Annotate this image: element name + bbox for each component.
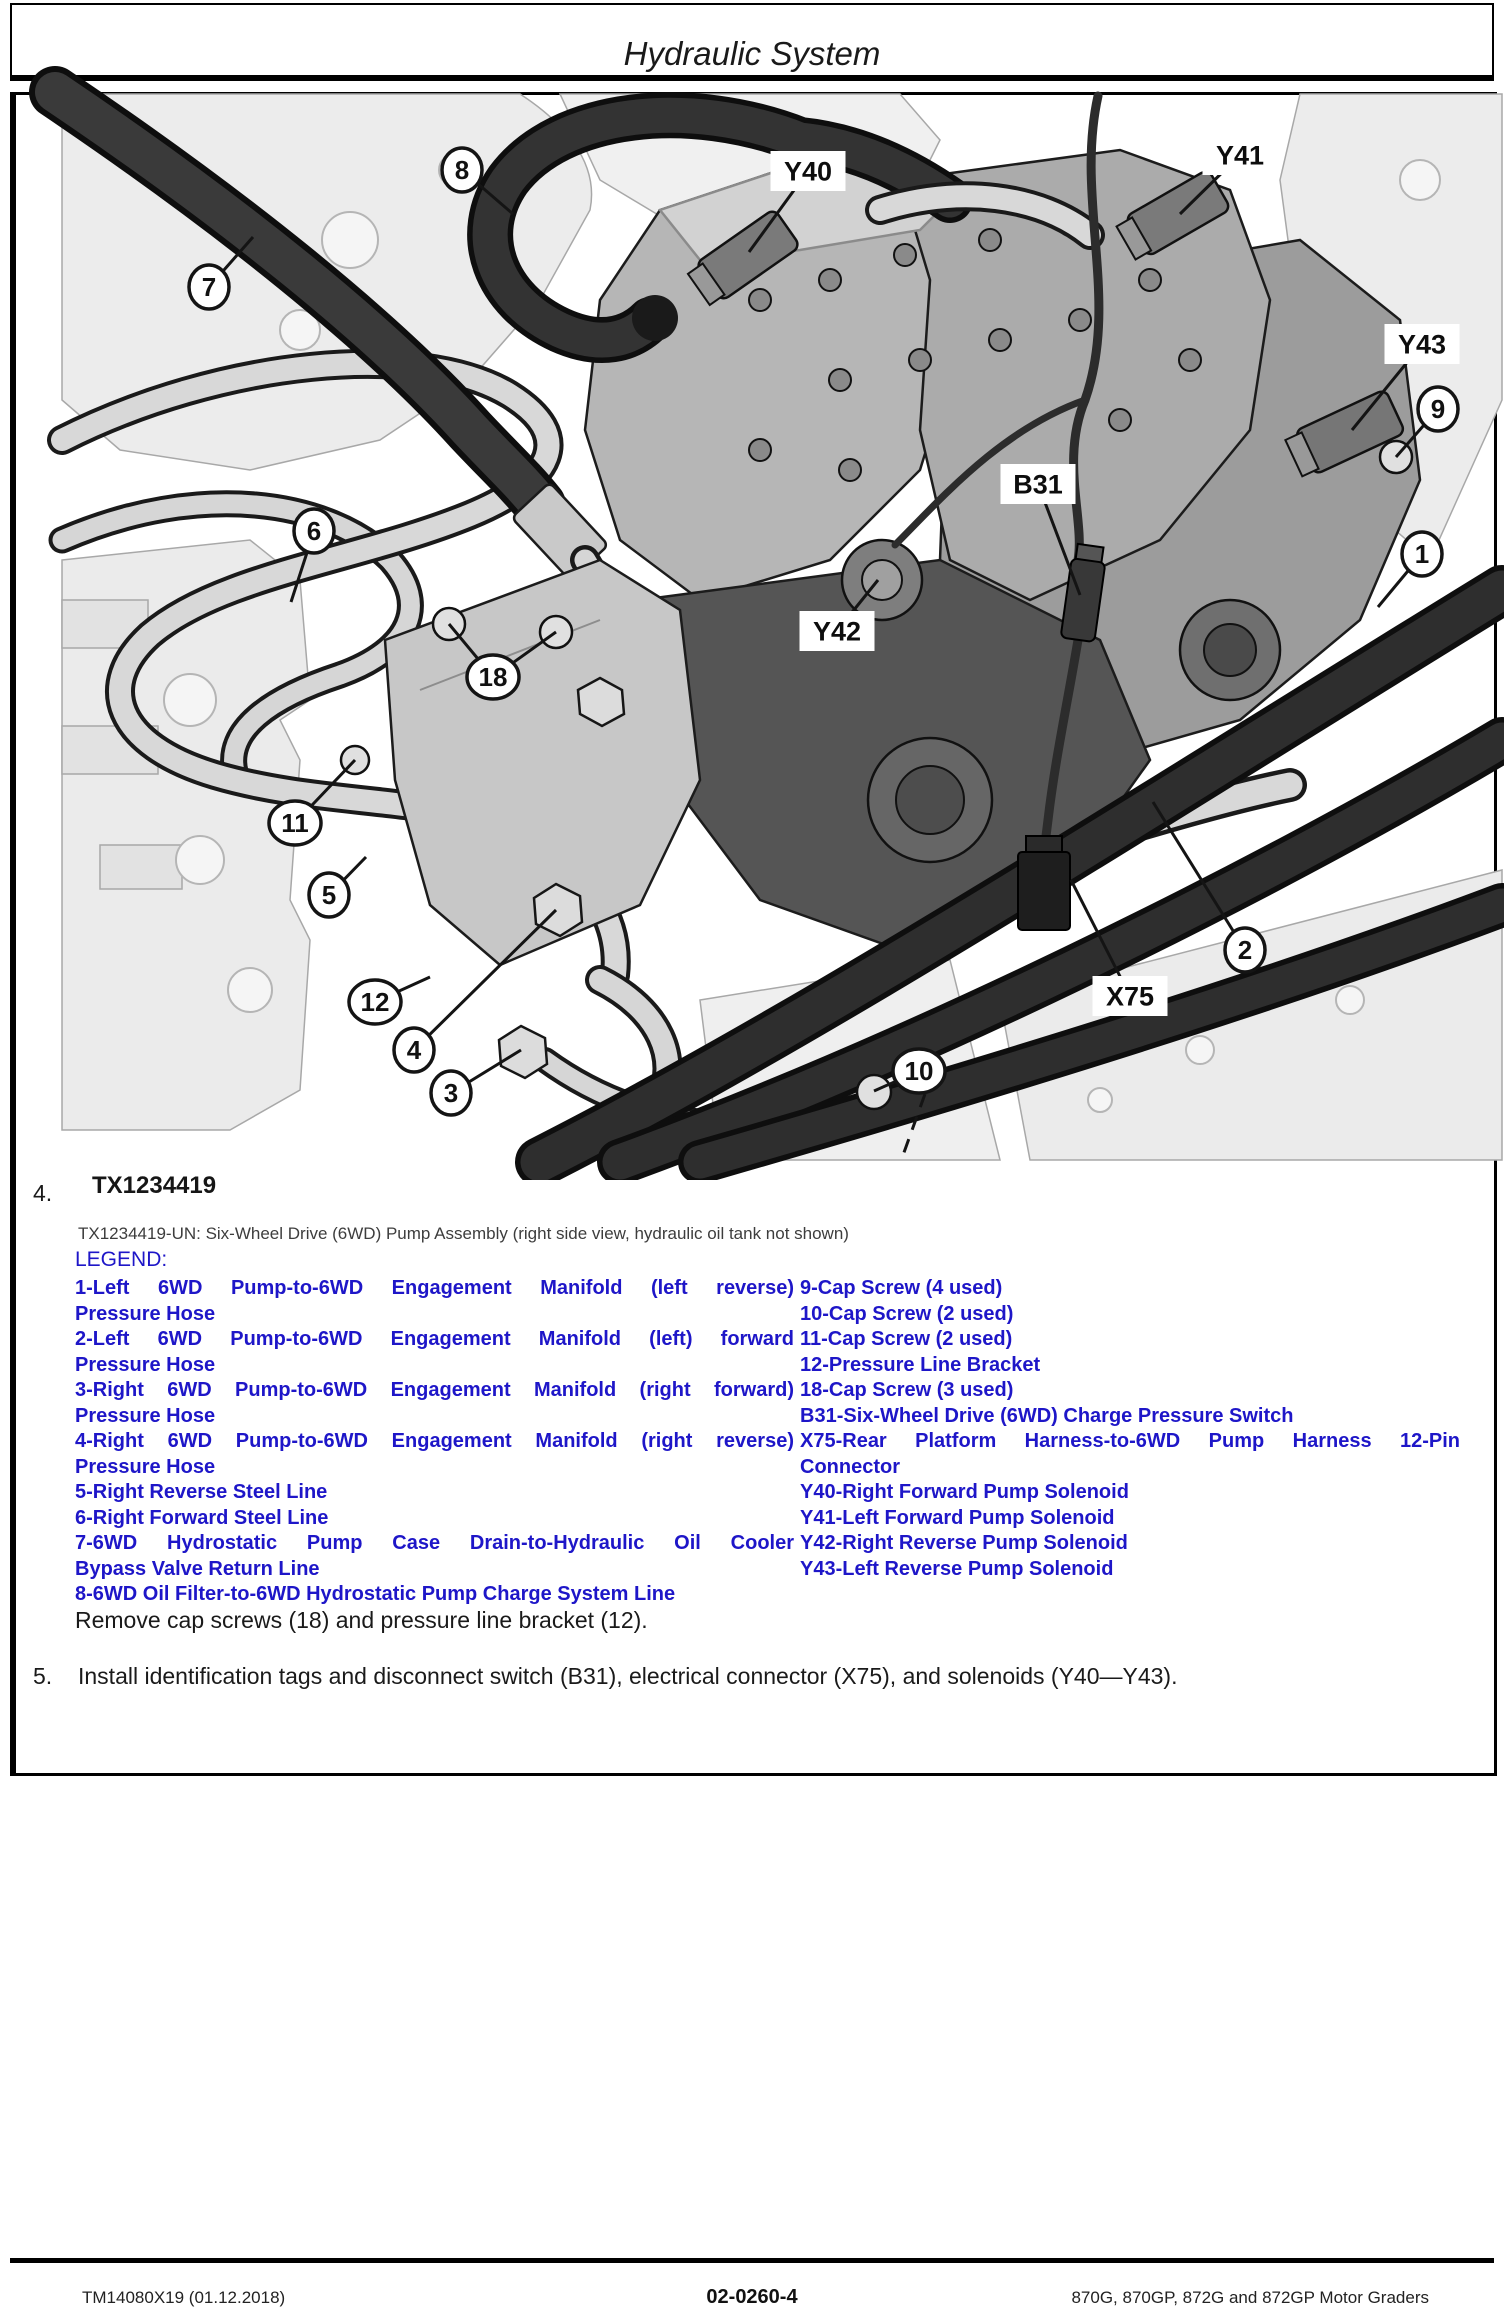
footer-page-number: 02-0260-4: [706, 2286, 798, 2308]
footer-rule: [10, 2258, 1494, 2263]
legend-item: Pressure Hose: [75, 1455, 216, 1478]
svg-text:9: 9: [1430, 394, 1446, 424]
svg-text:8: 8: [454, 155, 470, 185]
legend-item: X75-Rear Platform Harness-to-6WD Pump Harness 12-Pin: [800, 1430, 1460, 1452]
legend-item: B31-Six-Wheel Drive (6WD) Charge Pressure Switch: [800, 1404, 1294, 1427]
svg-text:Y43: Y43: [1397, 329, 1447, 360]
figure-caption: TX1234419-UN: Six-Wheel Drive (6WD) Pump Assembly (right side view, hydraulic oil tank not shown): [78, 1224, 849, 1243]
page-title: Hydraulic System: [623, 35, 881, 72]
legend-item: Bypass Valve Return Line: [75, 1557, 320, 1580]
legend-item: 12-Pressure Line Bracket: [800, 1353, 1041, 1376]
figure-id: TX1234419: [92, 1172, 217, 1199]
svg-text:6: 6: [306, 516, 322, 546]
svg-text:2: 2: [1237, 935, 1253, 965]
step4-number: 4.: [33, 1180, 53, 1206]
legend-item: Connector: [800, 1455, 900, 1478]
legend-item: 3-Right 6WD Pump-to-6WD Engagement Manifold (right forward): [75, 1379, 794, 1401]
svg-text:Y42: Y42: [812, 616, 862, 647]
step4-instruction: Remove cap screws (18) and pressure line bracket (12).: [75, 1607, 648, 1633]
legend-item: 5-Right Reverse Steel Line: [75, 1481, 328, 1503]
legend-item: Y43-Left Reverse Pump Solenoid: [800, 1557, 1114, 1580]
svg-text:B31: B31: [1013, 469, 1063, 500]
svg-text:Y41: Y41: [1215, 140, 1265, 171]
svg-text:10: 10: [904, 1056, 934, 1086]
svg-text:3: 3: [443, 1078, 459, 1108]
legend-item: Pressure Hose: [75, 1302, 216, 1325]
legend-heading: LEGEND:: [75, 1248, 168, 1271]
svg-text:X75: X75: [1105, 981, 1155, 1012]
svg-text:18: 18: [478, 662, 508, 692]
svg-text:5: 5: [321, 880, 337, 910]
svg-text:12: 12: [360, 987, 390, 1017]
svg-text:Y40: Y40: [783, 156, 833, 187]
svg-text:1: 1: [1414, 539, 1430, 569]
svg-text:4: 4: [406, 1035, 422, 1065]
footer-models: 870G, 870GP, 872G and 872GP Motor Graders: [1071, 2288, 1429, 2307]
legend-item: 2-Left 6WD Pump-to-6WD Engagement Manifold (left) forward: [75, 1328, 794, 1350]
legend-left-column: [75, 1276, 794, 1608]
legend-item: Y41-Left Forward Pump Solenoid: [800, 1506, 1115, 1529]
footer-document-number: TM14080X19 (01.12.2018): [82, 2288, 286, 2307]
legend-item: 11-Cap Screw (2 used): [800, 1328, 1013, 1350]
svg-text:11: 11: [281, 808, 309, 838]
step5-text: Install identification tags and disconnect switch (B31), electrical connector (X75), and solenoids (Y40—Y43).: [78, 1663, 1178, 1689]
legend-item: 7-6WD Hydrostatic Pump Case Drain-to-Hydraulic Oil Cooler: [75, 1532, 794, 1554]
legend-item: 1-Left 6WD Pump-to-6WD Engagement Manifold (left reverse): [75, 1277, 794, 1299]
legend-item: Y40-Right Forward Pump Solenoid: [800, 1481, 1129, 1503]
legend-item: 8-6WD Oil Filter-to-6WD Hydrostatic Pump Charge System Line: [75, 1583, 676, 1605]
legend-item: 10-Cap Screw (2 used): [800, 1302, 1014, 1325]
legend-item: 6-Right Forward Steel Line: [75, 1506, 329, 1529]
legend-item: Pressure Hose: [75, 1353, 216, 1376]
legend-item: Pressure Hose: [75, 1404, 216, 1427]
legend-item: 18-Cap Screw (3 used): [800, 1379, 1014, 1401]
svg-text:7: 7: [201, 272, 217, 302]
legend-right-column: [800, 1276, 1460, 1582]
legend-item: 9-Cap Screw (4 used): [800, 1277, 1003, 1299]
legend-item: 4-Right 6WD Pump-to-6WD Engagement Manifold (right reverse): [75, 1430, 794, 1452]
legend-item: Y42-Right Reverse Pump Solenoid: [800, 1532, 1128, 1554]
step5-number: 5.: [33, 1663, 53, 1689]
